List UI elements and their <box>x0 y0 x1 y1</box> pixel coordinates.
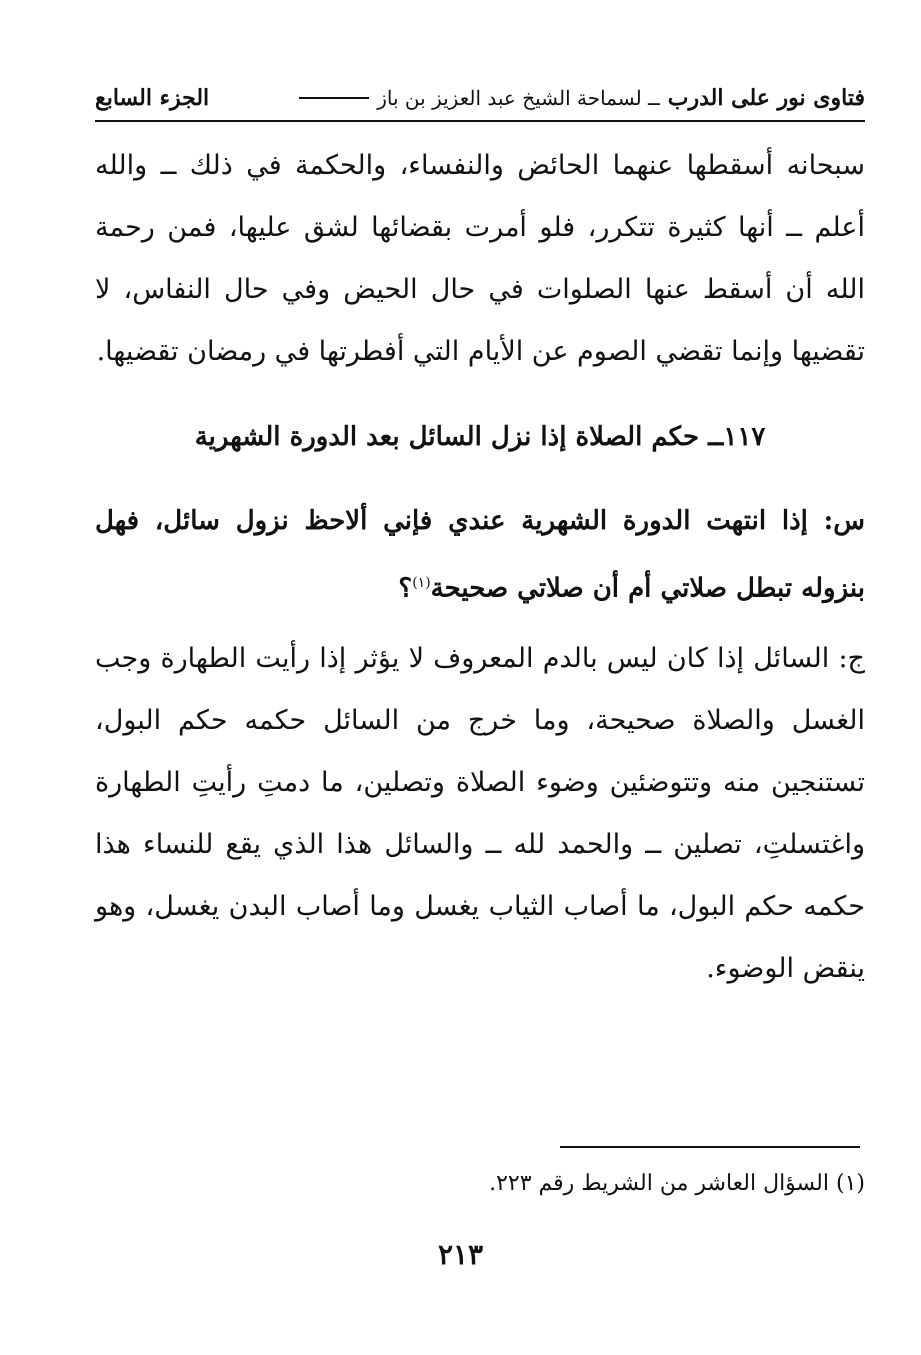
author-name: ــ لسماحة الشيخ عبد العزيز بن باز <box>377 86 660 110</box>
header-title-group <box>299 85 865 111</box>
footnote: (١) السؤال العاشر من الشريط رقم ٢٢٣. <box>489 1171 865 1196</box>
header-dash-rule <box>299 97 369 99</box>
running-header <box>95 78 865 118</box>
page-number: ٢١٣ <box>437 1238 484 1271</box>
header-underline <box>95 120 865 122</box>
volume-label: الجزء السابع <box>95 85 210 111</box>
footnote-separator <box>560 1146 860 1148</box>
section-heading: ١١٧ــ حكم الصلاة إذا نزل السائل بعد الدورة الشهرية <box>194 422 766 452</box>
question-mark: ؟ <box>398 573 413 604</box>
question-paragraph <box>95 490 865 620</box>
footnote-marker: (١) <box>412 575 431 591</box>
book-title: فتاوى نور على الدرب <box>667 85 865 111</box>
answer-paragraph: ج: السائل إذا كان ليس بالدم المعروف لا يؤثر إذا رأيت الطهارة وجب الغسل والصلاة صحيحة، وما خرج من السائل حكمه حكم البول، تستنجين منه وتتوضئين وضوء الصلاة وتصلين، ما دمتِ رأيتِ الطهارة واغتسلتِ، تصلين ــ والحمد لله ــ والسائل هذا الذي يقع للنساء هذا حكمه حكم البول، ما أصاب الثياب يغسل وما أصاب البدن يغسل، وهو ينقض الوضوء. <box>95 643 865 984</box>
question-text: س: إذا انتهت الدورة الشهرية عندي فإني ألاحظ نزول سائل، فهل بنزوله تبطل صلاتي أم أن صلاتي صحيحة <box>95 506 865 604</box>
body-paragraph-continued: سبحانه أسقطها عنهما الحائض والنفساء، والحكمة في ذلك ــ والله أعلم ــ أنها كثيرة تتكرر، فلو أمرت بقضائها لشق عليها، فمن رحمة الله أن أسقط عنها الصلوات في حال الحيض وفي حال النفاس، لا تقضيها وإنما تقضي الصوم عن الأيام التي أفطرتها في رمضان تقضيها. <box>95 150 865 367</box>
